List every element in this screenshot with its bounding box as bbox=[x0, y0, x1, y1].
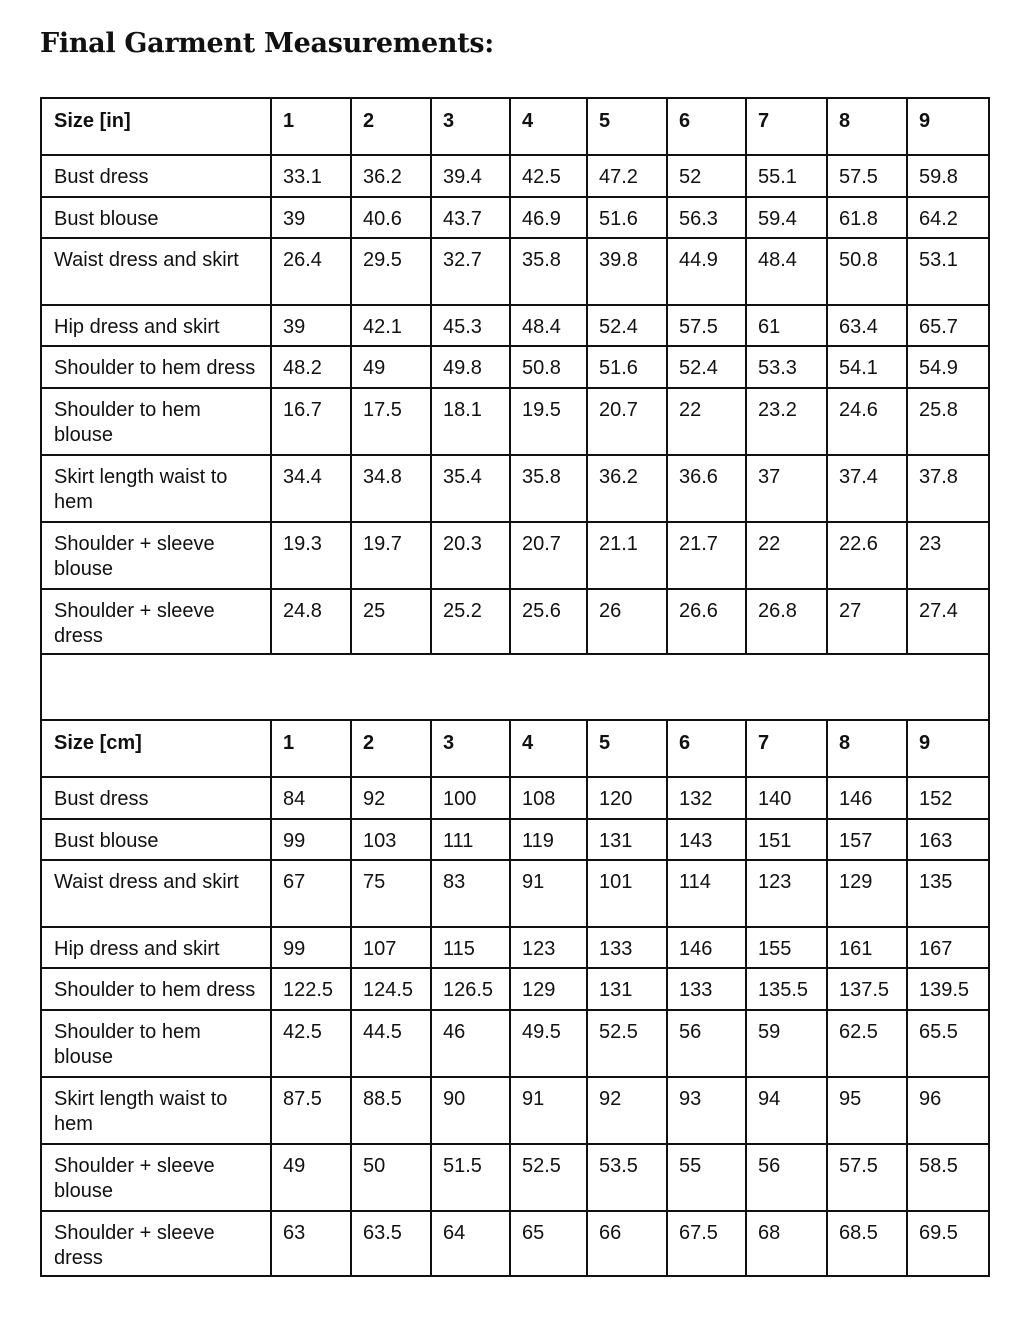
measurement-value: 92 bbox=[351, 777, 431, 819]
measurement-value: 108 bbox=[510, 777, 587, 819]
measurement-value: 88.5 bbox=[351, 1077, 431, 1144]
measurement-value: 24.8 bbox=[271, 589, 351, 654]
measurement-value: 57.5 bbox=[667, 305, 746, 346]
measurement-value: 132 bbox=[667, 777, 746, 819]
measurement-value: 59.8 bbox=[907, 155, 989, 197]
measurement-label: Shoulder + sleeve blouse bbox=[41, 522, 271, 589]
measurement-value: 56 bbox=[746, 1144, 827, 1211]
measurement-label: Shoulder + sleeve dress bbox=[41, 1211, 271, 1276]
measurement-value: 103 bbox=[351, 819, 431, 860]
measurement-value: 52.5 bbox=[587, 1010, 667, 1077]
measurement-value: 49 bbox=[271, 1144, 351, 1211]
measurement-value: 34.4 bbox=[271, 455, 351, 522]
measurement-value: 95 bbox=[827, 1077, 907, 1144]
measurements-body bbox=[41, 98, 989, 1276]
measurement-value: 137.5 bbox=[827, 968, 907, 1010]
measurement-value: 36.2 bbox=[587, 455, 667, 522]
measurement-value: 56 bbox=[667, 1010, 746, 1077]
measurement-value: 91 bbox=[510, 1077, 587, 1144]
measurement-value: 111 bbox=[431, 819, 510, 860]
measurement-value: 133 bbox=[667, 968, 746, 1010]
measurement-label: Bust dress bbox=[41, 777, 271, 819]
measurement-value: 167 bbox=[907, 927, 989, 968]
measurement-value: 50 bbox=[351, 1144, 431, 1211]
measurement-label: Hip dress and skirt bbox=[41, 305, 271, 346]
measurement-value: 42.5 bbox=[510, 155, 587, 197]
table-row bbox=[41, 819, 989, 860]
measurement-value: 52.4 bbox=[667, 346, 746, 388]
measurement-label: Bust dress bbox=[41, 155, 271, 197]
size-header-row bbox=[41, 720, 989, 777]
measurement-value: 67.5 bbox=[667, 1211, 746, 1276]
measurement-label: Shoulder to hem blouse bbox=[41, 1010, 271, 1077]
measurement-value: 26.6 bbox=[667, 589, 746, 654]
table-row bbox=[41, 1077, 989, 1144]
measurement-value: 36.6 bbox=[667, 455, 746, 522]
measurement-value: 20.7 bbox=[510, 522, 587, 589]
measurement-value: 32.7 bbox=[431, 238, 510, 305]
measurement-value: 122.5 bbox=[271, 968, 351, 1010]
measurement-value: 18.1 bbox=[431, 388, 510, 455]
measurement-value: 47.2 bbox=[587, 155, 667, 197]
table-row bbox=[41, 522, 989, 589]
measurement-value: 120 bbox=[587, 777, 667, 819]
measurement-value: 69.5 bbox=[907, 1211, 989, 1276]
measurement-value: 129 bbox=[510, 968, 587, 1010]
measurement-value: 66 bbox=[587, 1211, 667, 1276]
size-header-cell: 9 bbox=[907, 720, 989, 777]
measurement-value: 65 bbox=[510, 1211, 587, 1276]
measurement-value: 151 bbox=[746, 819, 827, 860]
measurement-value: 140 bbox=[746, 777, 827, 819]
section-divider-row bbox=[41, 654, 989, 720]
size-header-cell: 2 bbox=[351, 720, 431, 777]
measurement-value: 35.8 bbox=[510, 455, 587, 522]
measurement-value: 39.8 bbox=[587, 238, 667, 305]
measurement-value: 17.5 bbox=[351, 388, 431, 455]
measurement-value: 42.5 bbox=[271, 1010, 351, 1077]
table-row bbox=[41, 455, 989, 522]
measurement-value: 83 bbox=[431, 860, 510, 927]
measurement-value: 19.7 bbox=[351, 522, 431, 589]
measurement-value: 93 bbox=[667, 1077, 746, 1144]
size-header-cell: 2 bbox=[351, 98, 431, 155]
measurement-label: Shoulder to hem blouse bbox=[41, 388, 271, 455]
measurement-label: Shoulder to hem dress bbox=[41, 346, 271, 388]
measurement-label: Skirt length waist to hem bbox=[41, 455, 271, 522]
measurement-value: 44.5 bbox=[351, 1010, 431, 1077]
measurement-value: 75 bbox=[351, 860, 431, 927]
measurement-value: 54.9 bbox=[907, 346, 989, 388]
measurement-label: Hip dress and skirt bbox=[41, 927, 271, 968]
measurement-value: 50.8 bbox=[510, 346, 587, 388]
measurement-value: 131 bbox=[587, 968, 667, 1010]
measurement-value: 155 bbox=[746, 927, 827, 968]
measurement-value: 107 bbox=[351, 927, 431, 968]
size-header-row bbox=[41, 98, 989, 155]
size-header-cell: 3 bbox=[431, 98, 510, 155]
measurement-value: 119 bbox=[510, 819, 587, 860]
measurement-value: 63 bbox=[271, 1211, 351, 1276]
table-row bbox=[41, 1144, 989, 1211]
size-header-label: Size [cm] bbox=[41, 720, 271, 777]
measurement-value: 87.5 bbox=[271, 1077, 351, 1144]
measurement-value: 49.8 bbox=[431, 346, 510, 388]
measurement-value: 91 bbox=[510, 860, 587, 927]
measurement-value: 46 bbox=[431, 1010, 510, 1077]
measurement-value: 124.5 bbox=[351, 968, 431, 1010]
measurement-value: 20.3 bbox=[431, 522, 510, 589]
table-row bbox=[41, 197, 989, 238]
measurement-value: 19.5 bbox=[510, 388, 587, 455]
measurement-value: 115 bbox=[431, 927, 510, 968]
measurement-value: 44.9 bbox=[667, 238, 746, 305]
measurement-value: 48.2 bbox=[271, 346, 351, 388]
measurement-value: 92 bbox=[587, 1077, 667, 1144]
measurement-value: 65.5 bbox=[907, 1010, 989, 1077]
measurement-value: 21.7 bbox=[667, 522, 746, 589]
measurement-value: 20.7 bbox=[587, 388, 667, 455]
section-divider-cell bbox=[41, 654, 989, 720]
table-row bbox=[41, 305, 989, 346]
size-header-cell: 8 bbox=[827, 98, 907, 155]
measurement-label: Shoulder + sleeve dress bbox=[41, 589, 271, 654]
measurement-value: 24.6 bbox=[827, 388, 907, 455]
table-row bbox=[41, 346, 989, 388]
table-row bbox=[41, 388, 989, 455]
measurement-value: 43.7 bbox=[431, 197, 510, 238]
measurement-value: 22 bbox=[746, 522, 827, 589]
size-header-cell: 6 bbox=[667, 98, 746, 155]
size-header-cell: 7 bbox=[746, 98, 827, 155]
measurement-value: 16.7 bbox=[271, 388, 351, 455]
measurement-value: 65.7 bbox=[907, 305, 989, 346]
measurement-value: 84 bbox=[271, 777, 351, 819]
measurement-value: 25.2 bbox=[431, 589, 510, 654]
measurement-value: 61 bbox=[746, 305, 827, 346]
measurement-value: 35.8 bbox=[510, 238, 587, 305]
measurement-value: 101 bbox=[587, 860, 667, 927]
measurement-value: 25.8 bbox=[907, 388, 989, 455]
measurement-value: 58.5 bbox=[907, 1144, 989, 1211]
measurement-value: 157 bbox=[827, 819, 907, 860]
table-row bbox=[41, 155, 989, 197]
size-header-label: Size [in] bbox=[41, 98, 271, 155]
measurement-value: 55 bbox=[667, 1144, 746, 1211]
measurement-value: 62.5 bbox=[827, 1010, 907, 1077]
measurement-value: 39 bbox=[271, 305, 351, 346]
measurement-value: 133 bbox=[587, 927, 667, 968]
measurement-value: 29.5 bbox=[351, 238, 431, 305]
measurement-value: 55.1 bbox=[746, 155, 827, 197]
measurement-label: Shoulder to hem dress bbox=[41, 968, 271, 1010]
size-header-cell: 8 bbox=[827, 720, 907, 777]
measurement-value: 52 bbox=[667, 155, 746, 197]
measurement-value: 22.6 bbox=[827, 522, 907, 589]
measurement-value: 19.3 bbox=[271, 522, 351, 589]
size-header-cell: 3 bbox=[431, 720, 510, 777]
measurements-table bbox=[40, 97, 990, 1277]
table-row bbox=[41, 927, 989, 968]
measurement-value: 26.4 bbox=[271, 238, 351, 305]
measurement-value: 26 bbox=[587, 589, 667, 654]
measurement-value: 42.1 bbox=[351, 305, 431, 346]
measurement-value: 90 bbox=[431, 1077, 510, 1144]
measurement-value: 49.5 bbox=[510, 1010, 587, 1077]
measurement-value: 94 bbox=[746, 1077, 827, 1144]
table-row bbox=[41, 1010, 989, 1077]
measurement-value: 37.4 bbox=[827, 455, 907, 522]
measurement-value: 34.8 bbox=[351, 455, 431, 522]
table-row bbox=[41, 860, 989, 927]
measurement-value: 57.5 bbox=[827, 155, 907, 197]
measurement-value: 100 bbox=[431, 777, 510, 819]
measurement-value: 35.4 bbox=[431, 455, 510, 522]
measurement-value: 21.1 bbox=[587, 522, 667, 589]
page-title: Final Garment Measurements: bbox=[40, 28, 494, 59]
measurement-value: 46.9 bbox=[510, 197, 587, 238]
measurement-value: 53.5 bbox=[587, 1144, 667, 1211]
measurement-label: Skirt length waist to hem bbox=[41, 1077, 271, 1144]
size-header-cell: 4 bbox=[510, 98, 587, 155]
table-row bbox=[41, 589, 989, 654]
measurement-value: 27.4 bbox=[907, 589, 989, 654]
measurement-value: 68 bbox=[746, 1211, 827, 1276]
measurement-value: 67 bbox=[271, 860, 351, 927]
measurement-value: 23.2 bbox=[746, 388, 827, 455]
measurement-value: 61.8 bbox=[827, 197, 907, 238]
measurement-value: 163 bbox=[907, 819, 989, 860]
table-row bbox=[41, 968, 989, 1010]
measurement-value: 64.2 bbox=[907, 197, 989, 238]
measurement-value: 51.6 bbox=[587, 346, 667, 388]
measurement-value: 33.1 bbox=[271, 155, 351, 197]
size-header-cell: 1 bbox=[271, 720, 351, 777]
measurement-value: 26.8 bbox=[746, 589, 827, 654]
measurement-value: 23 bbox=[907, 522, 989, 589]
measurement-value: 53.3 bbox=[746, 346, 827, 388]
measurement-value: 63.5 bbox=[351, 1211, 431, 1276]
measurement-value: 59 bbox=[746, 1010, 827, 1077]
measurement-value: 48.4 bbox=[746, 238, 827, 305]
measurement-value: 64 bbox=[431, 1211, 510, 1276]
measurement-value: 51.5 bbox=[431, 1144, 510, 1211]
measurement-value: 123 bbox=[510, 927, 587, 968]
measurement-value: 146 bbox=[667, 927, 746, 968]
measurement-label: Waist dress and skirt bbox=[41, 860, 271, 927]
measurement-value: 59.4 bbox=[746, 197, 827, 238]
measurement-value: 48.4 bbox=[510, 305, 587, 346]
size-header-cell: 6 bbox=[667, 720, 746, 777]
measurement-value: 146 bbox=[827, 777, 907, 819]
measurement-value: 68.5 bbox=[827, 1211, 907, 1276]
measurement-label: Bust blouse bbox=[41, 197, 271, 238]
size-header-cell: 4 bbox=[510, 720, 587, 777]
measurement-value: 53.1 bbox=[907, 238, 989, 305]
measurement-value: 99 bbox=[271, 927, 351, 968]
measurement-value: 37 bbox=[746, 455, 827, 522]
measurement-value: 129 bbox=[827, 860, 907, 927]
measurement-value: 52.5 bbox=[510, 1144, 587, 1211]
size-header-cell: 5 bbox=[587, 98, 667, 155]
measurement-label: Bust blouse bbox=[41, 819, 271, 860]
measurement-value: 40.6 bbox=[351, 197, 431, 238]
measurement-value: 37.8 bbox=[907, 455, 989, 522]
table-row bbox=[41, 238, 989, 305]
measurement-value: 39 bbox=[271, 197, 351, 238]
measurement-value: 135.5 bbox=[746, 968, 827, 1010]
measurement-value: 152 bbox=[907, 777, 989, 819]
measurement-value: 27 bbox=[827, 589, 907, 654]
measurement-value: 50.8 bbox=[827, 238, 907, 305]
measurement-value: 39.4 bbox=[431, 155, 510, 197]
measurement-value: 56.3 bbox=[667, 197, 746, 238]
measurement-value: 123 bbox=[746, 860, 827, 927]
measurement-value: 63.4 bbox=[827, 305, 907, 346]
table-row bbox=[41, 1211, 989, 1276]
measurement-value: 36.2 bbox=[351, 155, 431, 197]
size-header-cell: 1 bbox=[271, 98, 351, 155]
size-header-cell: 7 bbox=[746, 720, 827, 777]
measurement-value: 114 bbox=[667, 860, 746, 927]
measurement-value: 51.6 bbox=[587, 197, 667, 238]
measurement-value: 57.5 bbox=[827, 1144, 907, 1211]
measurement-value: 49 bbox=[351, 346, 431, 388]
measurement-value: 131 bbox=[587, 819, 667, 860]
measurement-label: Shoulder + sleeve blouse bbox=[41, 1144, 271, 1211]
measurement-value: 96 bbox=[907, 1077, 989, 1144]
measurement-value: 25 bbox=[351, 589, 431, 654]
measurement-value: 52.4 bbox=[587, 305, 667, 346]
size-header-cell: 5 bbox=[587, 720, 667, 777]
measurement-value: 22 bbox=[667, 388, 746, 455]
measurement-label: Waist dress and skirt bbox=[41, 238, 271, 305]
measurement-value: 161 bbox=[827, 927, 907, 968]
measurement-value: 54.1 bbox=[827, 346, 907, 388]
table-row bbox=[41, 777, 989, 819]
measurement-value: 45.3 bbox=[431, 305, 510, 346]
measurement-value: 99 bbox=[271, 819, 351, 860]
measurement-value: 25.6 bbox=[510, 589, 587, 654]
measurement-value: 126.5 bbox=[431, 968, 510, 1010]
size-header-cell: 9 bbox=[907, 98, 989, 155]
measurement-value: 139.5 bbox=[907, 968, 989, 1010]
measurement-value: 135 bbox=[907, 860, 989, 927]
measurement-value: 143 bbox=[667, 819, 746, 860]
